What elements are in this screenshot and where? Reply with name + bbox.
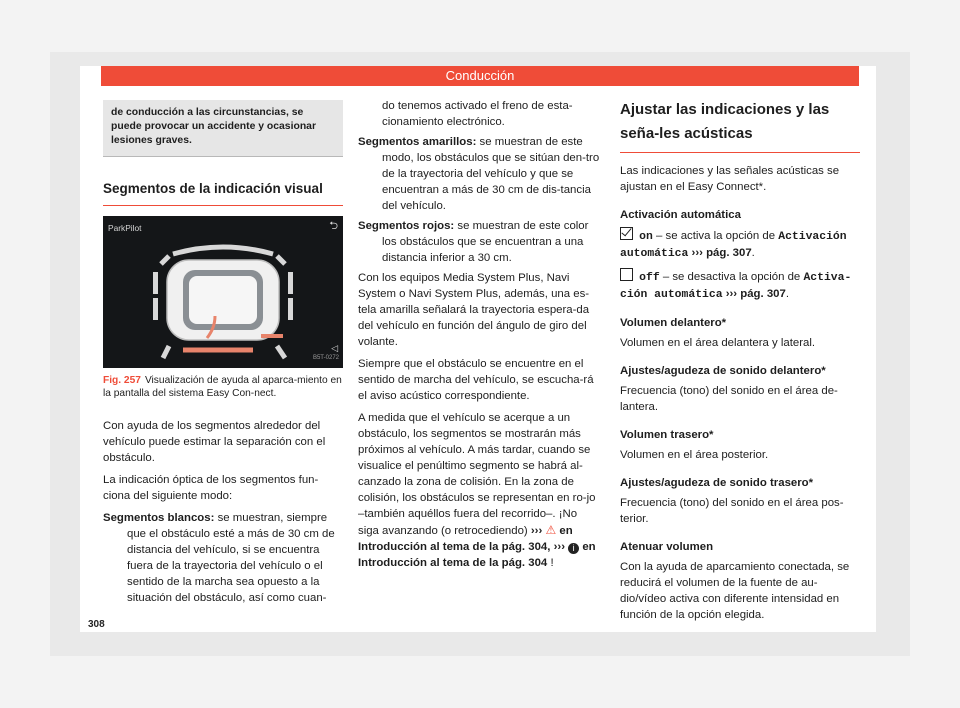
info-icon: i [568, 543, 579, 554]
paragraph-text: A medida que el vehículo se acerque a un obstáculo, los segmentos se mostrarán más próximos al vehículo. A más tardar, cuando se visualice el penúltimo segmento se habrá al-canzado la zona de colisión. En la zona de colisión, los obstáculos se representan en ro-jo –también aquéllos fuera del recorrido–. ¡No siga avanzando (o retrocediendo) [358, 412, 596, 537]
sound-icon: ◁ [331, 343, 338, 353]
item-text: Volumen en el área posterior. [620, 449, 769, 461]
option-on-text: – se activa la opción de [656, 230, 776, 242]
reference-arrow[interactable]: ››› [530, 525, 543, 537]
item-title: Ajustes/agudeza de sonido trasero* [620, 477, 814, 489]
item-text: Frecuencia (tono) del sonido en el área pos-terior. [620, 497, 844, 525]
paragraph: Las indicaciones y las señales acústicas se ajustan en el Easy Connect*. [620, 165, 840, 193]
page-number: 308 [88, 619, 105, 630]
definition-white [103, 510, 343, 606]
item-text: Con la ayuda de aparcamiento conectada, se reducirá el volumen de la fuente de au-dio/vídeo activa con diferente intensidad en función de la opción elegida. [620, 561, 850, 621]
section-title-segments: Segmentos de la indicación visual [103, 179, 343, 206]
column-right [620, 98, 860, 629]
paragraph: La indicación óptica de los segmentos fun-ciona del siguiente modo: [103, 474, 319, 502]
warning-box: de conducción a las circunstancias, se puede provocar un accidente y ocasionar lesiones graves. [103, 100, 343, 157]
option-off-text: – se desactiva la opción de [662, 271, 801, 283]
section-title-settings: Ajustar las indicaciones y las seña-les acústicas [620, 98, 860, 153]
side-segment-right-1 [288, 272, 293, 294]
option-off: off – se desactiva la opción de Activa-ción automática ››› pág. 307. [620, 268, 860, 303]
paragraph: Con los equipos Media System Plus, Navi System o Navi System Plus, además, una es-tela amarilla señalará la trayectoria espera-da del vehículo en función del ángulo de giro del volante. [358, 272, 590, 348]
term-white: Segmentos blancos: [103, 512, 215, 524]
option-name: Activación automática [620, 231, 847, 260]
paragraph: Con ayuda de los segmentos alrededor del vehículo puede estimar la separación con el obstáculo. [103, 420, 326, 464]
front-left-segment [161, 256, 169, 264]
front-segment [173, 247, 273, 254]
screen-title: ParkPilot [108, 223, 142, 233]
option-on-label: on [639, 231, 653, 243]
item-text: Frecuencia (tono) del sonido en el área de-lantera. [620, 385, 838, 413]
car-roof [189, 276, 257, 324]
subheading: Activación automática [620, 209, 741, 221]
rear-left-segment [163, 346, 169, 358]
option-on: on – se activa la opción de Activación automática ››› pág. 307. [620, 227, 860, 262]
figure-number: Fig. 257 [103, 375, 141, 386]
column-left [103, 100, 343, 610]
definition-text: se muestran de este color los obstáculos que se encuentran a una distancia inferior a 30 cm. [382, 220, 589, 264]
definition-yellow [358, 134, 600, 214]
reference-link[interactable]: ››› pág. 307 [725, 288, 786, 300]
definition-list [103, 510, 343, 606]
definition-text: se muestran, siempre que el obstáculo esté a más de 30 cm de distancia del vehículo, si se encuentra fuera de la trayectoria del vehículo o el sentido de la marcha sea opuesto a la situación del obstáculo, así como cuan- [127, 512, 335, 604]
definition-red [358, 218, 600, 266]
paragraph [358, 410, 600, 571]
item-text: Volumen en el área delantera y lateral. [620, 337, 816, 349]
figure-caption [103, 374, 343, 400]
item-title: Ajustes/agudeza de sonido delantero* [620, 365, 826, 377]
warning-triangle-icon: ⚠ [545, 523, 557, 537]
option-off-label: off [639, 272, 660, 284]
item-title: Volumen trasero* [620, 429, 714, 441]
definition-text: se muestran de este modo, los obstáculos que se sitúan den-tro de la trayectoria del vehículo y que se encuentran a más de 30 cm de dis-tancia del vehículo. [382, 136, 600, 212]
term-yellow: Segmentos amarillos: [358, 136, 477, 148]
side-segment-left-1 [153, 272, 158, 294]
figure-code: B5T-0272 [312, 355, 339, 361]
back-arrow-icon: ⮌ [329, 220, 338, 232]
rear-right-segment [277, 346, 285, 358]
definition-list [358, 98, 600, 266]
item-title: Volumen delantero* [620, 317, 727, 329]
reference-arrow[interactable]: ››› [553, 541, 565, 553]
figure-caption-text: Visualización de ayuda al aparca-miento en la pantalla del sistema Easy Con-nect. [103, 375, 342, 399]
item-title: Atenuar volumen [620, 541, 714, 553]
checked-box-icon [620, 227, 633, 240]
option-name: Activa-ción automática [620, 272, 852, 301]
side-segment-left-2 [153, 298, 158, 320]
paragraph: Siempre que el obstáculo se encuentre en el sentido de marcha del vehículo, se escucha-rá el aviso acústico correspondiente. [358, 358, 594, 402]
unchecked-box-icon [620, 268, 633, 281]
column-middle [358, 98, 600, 577]
chapter-header: Conducción [101, 66, 859, 86]
front-right-segment [277, 256, 285, 264]
term-red: Segmentos rojos: [358, 220, 455, 232]
definition-continuation: do tenemos activado el freno de esta-cionamiento electrónico. [382, 100, 573, 128]
reference-link[interactable]: en Introducción al tema de la pág. 304, [358, 525, 573, 553]
parking-diagram [103, 216, 343, 368]
parkpilot-figure [103, 216, 343, 368]
reference-link[interactable]: ››› pág. 307 [691, 247, 752, 259]
side-segment-right-2 [288, 298, 293, 320]
paragraph-end: ! [550, 557, 554, 569]
reference-link[interactable]: en Introducción al tema de la pág. 304 [358, 541, 596, 569]
